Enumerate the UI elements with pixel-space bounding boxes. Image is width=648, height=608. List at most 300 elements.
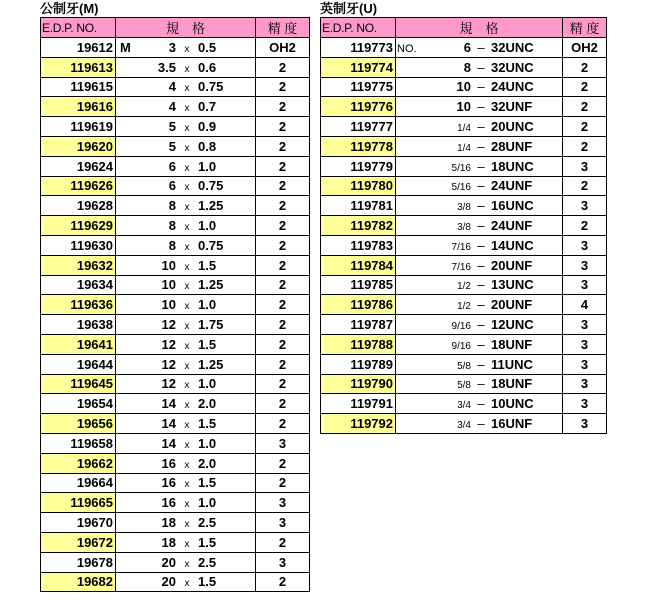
edp-number-cell: 19628 [41, 196, 116, 216]
thread-pitch: 1.0 [198, 376, 217, 392]
thread-spec-cell [116, 196, 256, 216]
table-row [321, 57, 607, 77]
thread-spec-cell [116, 334, 256, 354]
metric-thread-section [40, 2, 310, 592]
thread-separator: x [184, 202, 190, 214]
thread-spec-cell [116, 255, 256, 275]
thread-spec-cell [396, 196, 563, 216]
thread-separator: – [477, 158, 485, 174]
thread-size: 7/16 [451, 241, 471, 253]
table-row [321, 295, 607, 315]
thread-tpi: 18UNF [491, 336, 533, 352]
table-row [321, 136, 607, 156]
thread-pitch: 1.5 [198, 336, 217, 352]
grade-cell: 2 [563, 136, 607, 156]
thread-tpi: 32UNC [491, 39, 534, 55]
thread-diameter: 12 [161, 336, 176, 352]
grade-cell: 2 [256, 334, 310, 354]
grade-cell: 2 [256, 235, 310, 255]
grade-cell: 2 [256, 315, 310, 335]
thread-separator: x [184, 123, 190, 135]
table-row [41, 136, 310, 156]
grade-cell: 3 [563, 315, 607, 335]
thread-pitch: 1.75 [198, 317, 224, 333]
thread-size: 1/4 [457, 123, 471, 135]
thread-spec-cell [396, 77, 563, 97]
metric-section-title: 公制牙(M) [40, 1, 99, 16]
table-row [41, 473, 310, 493]
thread-spec-cell [116, 374, 256, 394]
edp-number-cell: 119784 [321, 255, 396, 275]
table-row [41, 374, 310, 394]
grade-cell: 2 [256, 473, 310, 493]
thread-pitch: 1.0 [198, 158, 217, 174]
thread-tpi: 20UNF [491, 297, 533, 313]
edp-number-cell: 19638 [41, 315, 116, 335]
thread-pitch: 0.5 [198, 39, 217, 55]
thread-spec-cell [116, 77, 256, 97]
thread-spec-cell [396, 97, 563, 117]
thread-size: 3/4 [457, 420, 471, 432]
thread-size: 1/2 [457, 301, 471, 313]
thread-diameter: 6 [168, 178, 176, 194]
edp-number-cell: 119613 [41, 57, 116, 77]
grade-cell: 2 [563, 176, 607, 196]
thread-spec-cell [396, 255, 563, 275]
grade-cell: 2 [256, 354, 310, 374]
thread-diameter: 20 [161, 574, 176, 590]
thread-spec-cell [396, 176, 563, 196]
edp-number-cell: 19644 [41, 354, 116, 374]
metric-header-spec: 規 格 [116, 18, 256, 38]
grade-cell: 3 [256, 552, 310, 572]
thread-diameter: 16 [161, 475, 176, 491]
grade-cell: 2 [256, 394, 310, 414]
thread-spec-cell [116, 493, 256, 513]
thread-diameter: 8 [168, 198, 176, 214]
grade-cell: 2 [563, 117, 607, 137]
thread-spec-cell [116, 315, 256, 335]
table-row [41, 156, 310, 176]
thread-diameter: 16 [161, 455, 176, 471]
thread-pitch: 1.25 [198, 198, 224, 214]
thread-tpi: 24UNF [491, 178, 533, 194]
edp-number-cell: 119787 [321, 315, 396, 335]
edp-number-cell: 119792 [321, 414, 396, 434]
edp-number-cell: 19672 [41, 532, 116, 552]
grade-cell: 2 [256, 136, 310, 156]
thread-spec-cell [396, 334, 563, 354]
thread-spec-cell [396, 354, 563, 374]
grade-cell: 2 [563, 97, 607, 117]
thread-separator: – [477, 119, 485, 135]
unified-section-title: 英制牙(U) [320, 1, 378, 16]
table-row [321, 354, 607, 374]
edp-number-cell: 119626 [41, 176, 116, 196]
table-row [41, 315, 310, 335]
edp-number-cell: 119789 [321, 354, 396, 374]
thread-diameter: 3.5 [157, 59, 176, 75]
thread-spec-cell [116, 532, 256, 552]
thread-tpi: 18UNF [491, 376, 533, 392]
table-row [321, 216, 607, 236]
thread-pitch: 1.0 [198, 218, 217, 234]
edp-number-cell: 19632 [41, 255, 116, 275]
grade-cell: 2 [563, 57, 607, 77]
thread-spec-cell [116, 295, 256, 315]
thread-size: 3/4 [457, 400, 471, 412]
thread-prefix: NO. [397, 42, 417, 55]
table-row [41, 176, 310, 196]
thread-tpi: 32UNF [491, 99, 533, 115]
edp-number-cell: 119665 [41, 493, 116, 513]
grade-cell: 2 [256, 275, 310, 295]
thread-separator: – [477, 277, 485, 293]
thread-size: 5/16 [451, 162, 471, 174]
thread-spec-cell [396, 216, 563, 236]
edp-number-cell: 119619 [41, 117, 116, 137]
thread-separator: x [184, 83, 190, 95]
thread-separator: x [184, 558, 190, 570]
grade-cell: OH2 [256, 38, 310, 58]
metric-header-edp: E.D.P. NO. [41, 18, 116, 38]
thread-diameter: 12 [161, 356, 176, 372]
grade-cell: 2 [256, 414, 310, 434]
thread-separator: – [477, 237, 485, 253]
thread-separator: – [477, 218, 485, 234]
edp-number-cell: 119615 [41, 77, 116, 97]
metric-table-body [41, 38, 310, 592]
thread-size: 3/8 [457, 202, 471, 214]
thread-tpi: 16UNC [491, 198, 534, 214]
edp-number-cell: 119658 [41, 433, 116, 453]
grade-cell: 3 [563, 354, 607, 374]
thread-separator: – [477, 178, 485, 194]
thread-diameter: 4 [168, 99, 176, 115]
thread-pitch: 1.0 [198, 297, 217, 313]
thread-spec-cell [396, 374, 563, 394]
thread-separator: – [477, 39, 485, 55]
thread-pitch: 0.75 [198, 178, 224, 194]
thread-spec-cell [396, 414, 563, 434]
edp-number-cell: 119629 [41, 216, 116, 236]
edp-number-cell: 119783 [321, 235, 396, 255]
table-row [321, 334, 607, 354]
table-row [41, 77, 310, 97]
thread-separator: – [477, 257, 485, 273]
edp-number-cell: 19634 [41, 275, 116, 295]
thread-diameter: 8 [168, 237, 176, 253]
table-row [321, 77, 607, 97]
grade-cell: 3 [563, 156, 607, 176]
thread-pitch: 0.7 [198, 99, 217, 115]
table-row [321, 275, 607, 295]
thread-separator: x [184, 380, 190, 392]
table-row [41, 38, 310, 58]
edp-number-cell: 19682 [41, 572, 116, 592]
thread-pitch: 1.5 [198, 416, 217, 432]
grade-cell: 3 [563, 334, 607, 354]
thread-diameter: 14 [161, 416, 176, 432]
thread-pitch: 0.6 [198, 59, 217, 75]
thread-separator: x [184, 222, 190, 234]
thread-spec-cell [116, 473, 256, 493]
thread-spec-cell [116, 38, 256, 58]
edp-number-cell: 119790 [321, 374, 396, 394]
thread-diameter: 12 [161, 376, 176, 392]
thread-pitch: 2.0 [198, 396, 217, 412]
thread-diameter: 8 [168, 218, 176, 234]
thread-tpi: 10UNC [491, 396, 534, 412]
thread-separator: – [477, 59, 485, 75]
thread-pitch: 0.9 [198, 119, 217, 135]
thread-size: 7/16 [451, 261, 471, 273]
grade-cell: 2 [256, 453, 310, 473]
thread-separator: x [184, 420, 190, 432]
table-row [41, 334, 310, 354]
edp-number-cell: 119780 [321, 176, 396, 196]
grade-cell: 4 [563, 295, 607, 315]
thread-diameter: 4 [168, 79, 176, 95]
edp-number-cell: 19678 [41, 552, 116, 572]
thread-size: 9/16 [451, 321, 471, 333]
thread-pitch: 0.75 [198, 237, 224, 253]
grade-cell: 2 [256, 117, 310, 137]
thread-separator: x [184, 519, 190, 531]
edp-number-cell: 119782 [321, 216, 396, 236]
table-row [321, 117, 607, 137]
thread-prefix: M [120, 39, 131, 55]
thread-separator: x [184, 321, 190, 333]
grade-cell: 2 [563, 216, 607, 236]
thread-diameter: 10 [161, 297, 176, 313]
thread-tpi: 20UNC [491, 119, 534, 135]
thread-diameter: 12 [161, 317, 176, 333]
table-row [321, 156, 607, 176]
thread-tpi: 11UNC [491, 356, 533, 372]
thread-tpi: 13UNC [491, 277, 534, 293]
thread-diameter: 18 [161, 515, 176, 531]
unified-header-grade: 精 度 [563, 18, 607, 38]
thread-separator: x [184, 340, 190, 352]
grade-cell: 2 [256, 374, 310, 394]
thread-diameter: 14 [161, 396, 176, 412]
table-row [321, 394, 607, 414]
grade-cell: 2 [256, 255, 310, 275]
thread-separator: – [477, 416, 485, 432]
thread-separator: x [184, 538, 190, 550]
thread-pitch: 2.0 [198, 455, 217, 471]
thread-diameter: 18 [161, 534, 176, 550]
grade-cell: 2 [256, 295, 310, 315]
thread-separator: x [184, 142, 190, 154]
thread-size: 1/2 [457, 281, 471, 293]
thread-spec-cell [116, 453, 256, 473]
thread-spec-cell [116, 136, 256, 156]
table-row [41, 196, 310, 216]
edp-number-cell: 119645 [41, 374, 116, 394]
thread-diameter: 6 [168, 158, 176, 174]
thread-separator: – [477, 356, 485, 372]
thread-diameter: 3 [168, 39, 176, 55]
table-row [41, 493, 310, 513]
table-row [321, 196, 607, 216]
grade-cell: 2 [256, 176, 310, 196]
edp-number-cell: 119779 [321, 156, 396, 176]
thread-tpi: 14UNC [491, 237, 534, 253]
edp-number-cell: 119778 [321, 136, 396, 156]
thread-separator: x [184, 400, 190, 412]
edp-number-cell: 119773 [321, 38, 396, 58]
thread-size: 10 [456, 79, 471, 95]
edp-number-cell: 19616 [41, 97, 116, 117]
unified-thread-table [320, 17, 607, 434]
edp-number-cell: 119630 [41, 235, 116, 255]
thread-spec-cell [116, 414, 256, 434]
edp-number-cell: 119791 [321, 394, 396, 414]
thread-tpi: 16UNF [491, 416, 533, 432]
thread-spec-cell [396, 295, 563, 315]
thread-separator: x [184, 281, 190, 293]
thread-spec-cell [116, 354, 256, 374]
edp-number-cell: 19654 [41, 394, 116, 414]
thread-separator: x [184, 182, 190, 194]
thread-spec-cell [116, 394, 256, 414]
thread-separator: x [184, 479, 190, 491]
thread-pitch: 2.5 [198, 554, 217, 570]
edp-number-cell: 119774 [321, 57, 396, 77]
thread-spec-cell [396, 275, 563, 295]
thread-pitch: 1.5 [198, 257, 217, 273]
table-row [41, 354, 310, 374]
thread-spec-cell [116, 156, 256, 176]
thread-spec-cell [396, 156, 563, 176]
thread-pitch: 1.25 [198, 356, 224, 372]
thread-separator: x [184, 499, 190, 511]
table-row [41, 275, 310, 295]
thread-separator: x [184, 43, 190, 55]
thread-size: 9/16 [451, 340, 471, 352]
edp-number-cell: 119777 [321, 117, 396, 137]
thread-spec-cell [116, 57, 256, 77]
edp-number-cell: 19612 [41, 38, 116, 58]
thread-separator: – [477, 376, 485, 392]
thread-separator: x [184, 261, 190, 273]
thread-size: 6 [463, 39, 471, 55]
grade-cell: 3 [256, 493, 310, 513]
table-row [41, 532, 310, 552]
grade-cell: 2 [256, 216, 310, 236]
grade-cell: 3 [563, 196, 607, 216]
table-row [41, 97, 310, 117]
grade-cell: 2 [256, 57, 310, 77]
grade-cell: 3 [563, 275, 607, 295]
thread-spec-cell [396, 315, 563, 335]
thread-tpi: 12UNC [491, 317, 534, 333]
thread-size: 3/8 [457, 222, 471, 234]
thread-size: 8 [463, 59, 471, 75]
thread-spec-cell [116, 513, 256, 533]
table-row [41, 453, 310, 473]
thread-separator: – [477, 317, 485, 333]
table-row [321, 315, 607, 335]
table-row [321, 414, 607, 434]
thread-pitch: 0.8 [198, 138, 217, 154]
thread-tpi: 32UNC [491, 59, 534, 75]
table-row [321, 97, 607, 117]
metric-header-grade: 精 度 [256, 18, 310, 38]
thread-diameter: 16 [161, 495, 176, 511]
thread-spec-cell [116, 433, 256, 453]
grade-cell: 3 [563, 374, 607, 394]
table-row [41, 414, 310, 434]
edp-number-cell: 19662 [41, 453, 116, 473]
thread-pitch: 1.0 [198, 435, 217, 451]
thread-pitch: 1.25 [198, 277, 224, 293]
edp-number-cell: 19664 [41, 473, 116, 493]
thread-diameter: 5 [168, 119, 176, 135]
table-row [41, 57, 310, 77]
thread-spec-cell [116, 117, 256, 137]
thread-spec-cell [396, 394, 563, 414]
thread-size: 10 [456, 99, 471, 115]
thread-size: 1/4 [457, 142, 471, 154]
grade-cell: 2 [256, 97, 310, 117]
grade-cell: 2 [563, 77, 607, 97]
grade-cell: 3 [256, 513, 310, 533]
thread-diameter: 5 [168, 138, 176, 154]
grade-cell: 3 [563, 255, 607, 275]
table-row [41, 552, 310, 572]
table-row [321, 176, 607, 196]
thread-spec-cell [396, 57, 563, 77]
thread-size: 5/8 [457, 380, 471, 392]
thread-separator: – [477, 198, 485, 214]
table-row [41, 433, 310, 453]
thread-diameter: 10 [161, 257, 176, 273]
table-row [41, 572, 310, 592]
edp-number-cell: 119786 [321, 295, 396, 315]
grade-cell: 2 [256, 196, 310, 216]
thread-pitch: 1.5 [198, 574, 217, 590]
thread-pitch: 1.5 [198, 534, 217, 550]
thread-separator: x [184, 578, 190, 590]
edp-number-cell: 119785 [321, 275, 396, 295]
thread-spec-cell [116, 552, 256, 572]
edp-number-cell: 19670 [41, 513, 116, 533]
metric-header-row [41, 18, 310, 38]
table-row [321, 235, 607, 255]
thread-separator: – [477, 336, 485, 352]
edp-number-cell: 119788 [321, 334, 396, 354]
edp-number-cell: 19624 [41, 156, 116, 176]
thread-pitch: 1.5 [198, 475, 217, 491]
thread-separator: – [477, 79, 485, 95]
edp-number-cell: 19641 [41, 334, 116, 354]
table-row [41, 513, 310, 533]
edp-number-cell: 19620 [41, 136, 116, 156]
table-row [41, 394, 310, 414]
thread-spec-cell [116, 572, 256, 592]
edp-number-cell: 119776 [321, 97, 396, 117]
grade-cell: OH2 [563, 38, 607, 58]
grade-cell: 3 [256, 433, 310, 453]
thread-spec-cell [116, 216, 256, 236]
thread-spec-cell [116, 97, 256, 117]
thread-separator: – [477, 138, 485, 154]
table-row [41, 295, 310, 315]
thread-diameter: 10 [161, 277, 176, 293]
